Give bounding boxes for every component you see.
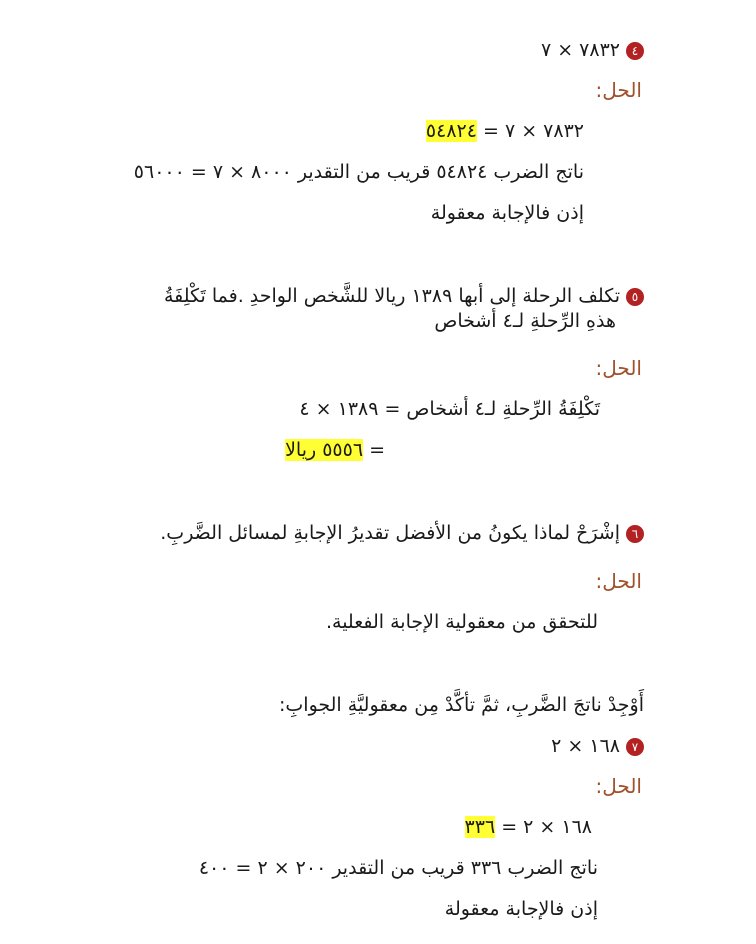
q4-number-badge: ٤ <box>626 42 644 60</box>
q7-calc-result: ٣٣٦ <box>464 816 496 838</box>
q7-calculation <box>465 814 592 840</box>
q5-problem-line2: هذهِ الرِّحلةِ لـ٤ أشخاص <box>434 310 616 332</box>
q6-problem-text: إشْرَحْ لماذا يكونُ من الأفضل تقديرُ الإجابةِ لمسائل الضَّربِ. <box>160 522 620 544</box>
q4-estimate: ناتج الضرب ٥٤٨٢٤ قريب من التقدير ٨٠٠٠ × ٧ = ٥٦٠٠٠ <box>133 161 584 183</box>
q7-estimate: ناتج الضرب ٣٣٦ قريب من التقدير ٢٠٠ × ٢ = ٤٠٠ <box>198 857 598 879</box>
q6-answer: للتحقق من معقولية الإجابة الفعلية. <box>325 611 598 633</box>
q6-solution-label: الحل: <box>595 569 642 593</box>
q7-conclusion: إذن فالإجابة معقولة <box>444 898 598 920</box>
q6-problem <box>160 520 644 546</box>
q5-problem <box>164 283 644 309</box>
q5-number-badge: ٥ <box>626 288 644 306</box>
q4-problem-text: ٧٨٣٢ × ٧ <box>540 39 620 61</box>
q4-calculation <box>426 118 584 144</box>
q5-solution-label: الحل: <box>595 356 642 380</box>
q7-problem-text: ١٦٨ × ٢ <box>551 735 620 757</box>
q5-calc2-equals: = <box>363 439 385 461</box>
q5-calculation-1: تَكْلِفَةُ الرِّحلةِ لـ٤ أشخاص = ١٣٨٩ × ٤ <box>299 398 600 420</box>
q7-solution-label: الحل: <box>595 774 642 798</box>
q4-conclusion: إذن فالإجابة معقولة <box>430 202 584 224</box>
q7-calc-lhs: ١٦٨ × ٢ = <box>495 816 592 838</box>
q4-solution-label: الحل: <box>595 78 642 102</box>
q5-problem-line1: تكلف الرحلة إلى أبها ١٣٨٩ ريالا للشَّخص الواحدِ .فما تَكْلِفَةُ <box>163 285 620 307</box>
instruction-text: أَوْجِدْ ناتجَ الضَّربِ، ثمَّ تأكَّدْ مِن معقوليَّةِ الجوابِ: <box>279 694 644 716</box>
q7-number-badge: ٧ <box>626 738 644 756</box>
q6-number-badge: ٦ <box>626 525 644 543</box>
q4-calc-result: ٥٤٨٢٤ <box>425 120 477 142</box>
q4-problem <box>541 37 644 63</box>
q5-calculation-2 <box>285 437 385 463</box>
q7-problem <box>551 733 644 759</box>
q4-calc-lhs: ٧٨٣٢ × ٧ = <box>476 120 584 142</box>
q5-calc2-result: ٥٥٥٦ ريالا <box>285 439 364 461</box>
